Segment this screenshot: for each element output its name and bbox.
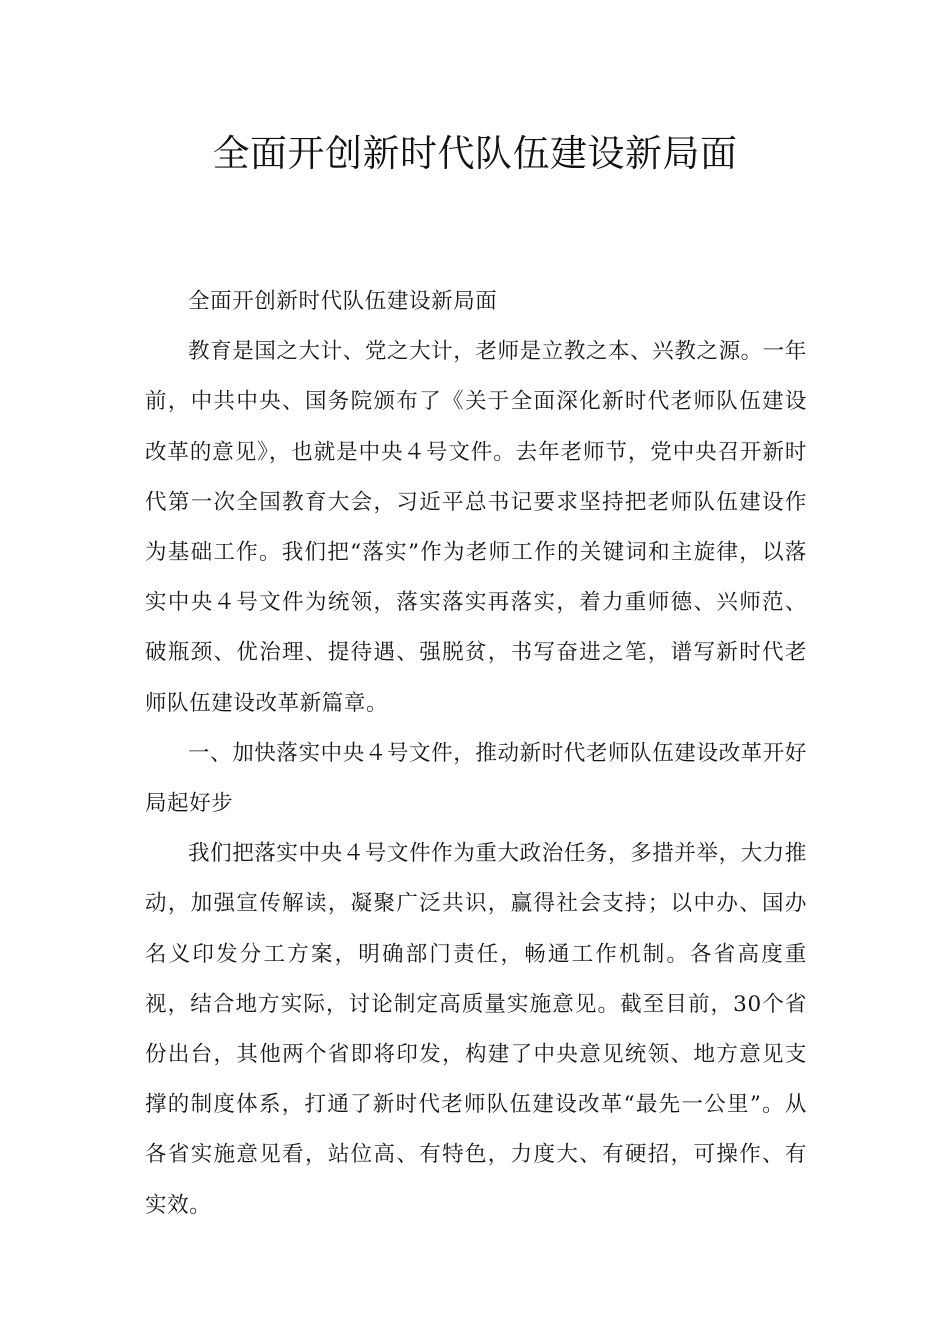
section-paragraph: 我们把落实中央４号文件作为重大政治任务，多措并举，大力推动，加强宣传解读，凝聚广泛共识，赢得社会支持；以中办、国办名义印发分工方案，明确部门责任，畅通工作机制。各省高度重视，结合地方实际，讨论制定高质量实施意见。截至目前，30个省份出台，其他两个省即将印发，构建了中央意见统领、地方意见支撑的制度体系，打通了新时代老师队伍建设改革“最先一公里”。从各省实施意见看，站位高、有特色，力度大、有硬招，可操作、有实效。	[145, 841, 807, 1218]
subtitle-paragraph: 全面开创新时代队伍建设新局面	[188, 289, 498, 314]
section-heading: 一、加快落实中央４号文件，推动新时代老师队伍建设改革开好局起好步	[145, 740, 807, 817]
document-body	[145, 277, 807, 1231]
document-title: 全面开创新时代队伍建设新局面	[212, 132, 738, 175]
intro-paragraph: 教育是国之大计、党之大计，老师是立教之本、兴教之源。一年前，中共中央、国务院颁布了《关于全面深化新时代老师队伍建设改革的意见》，也就是中央４号文件。去年老师节，党中央召开新时代第一次全国教育大会，习近平总书记要求坚持把老师队伍建设作为基础工作。我们把“落实”作为老师工作的关键词和主旋律，以落实中央４号文件为统领，落实落实再落实，着力重师德、兴师范、破瓶颈、优治理、提待遇、强脱贫，书写奋进之笔，谱写新时代老师队伍建设改革新篇章。	[145, 339, 807, 716]
